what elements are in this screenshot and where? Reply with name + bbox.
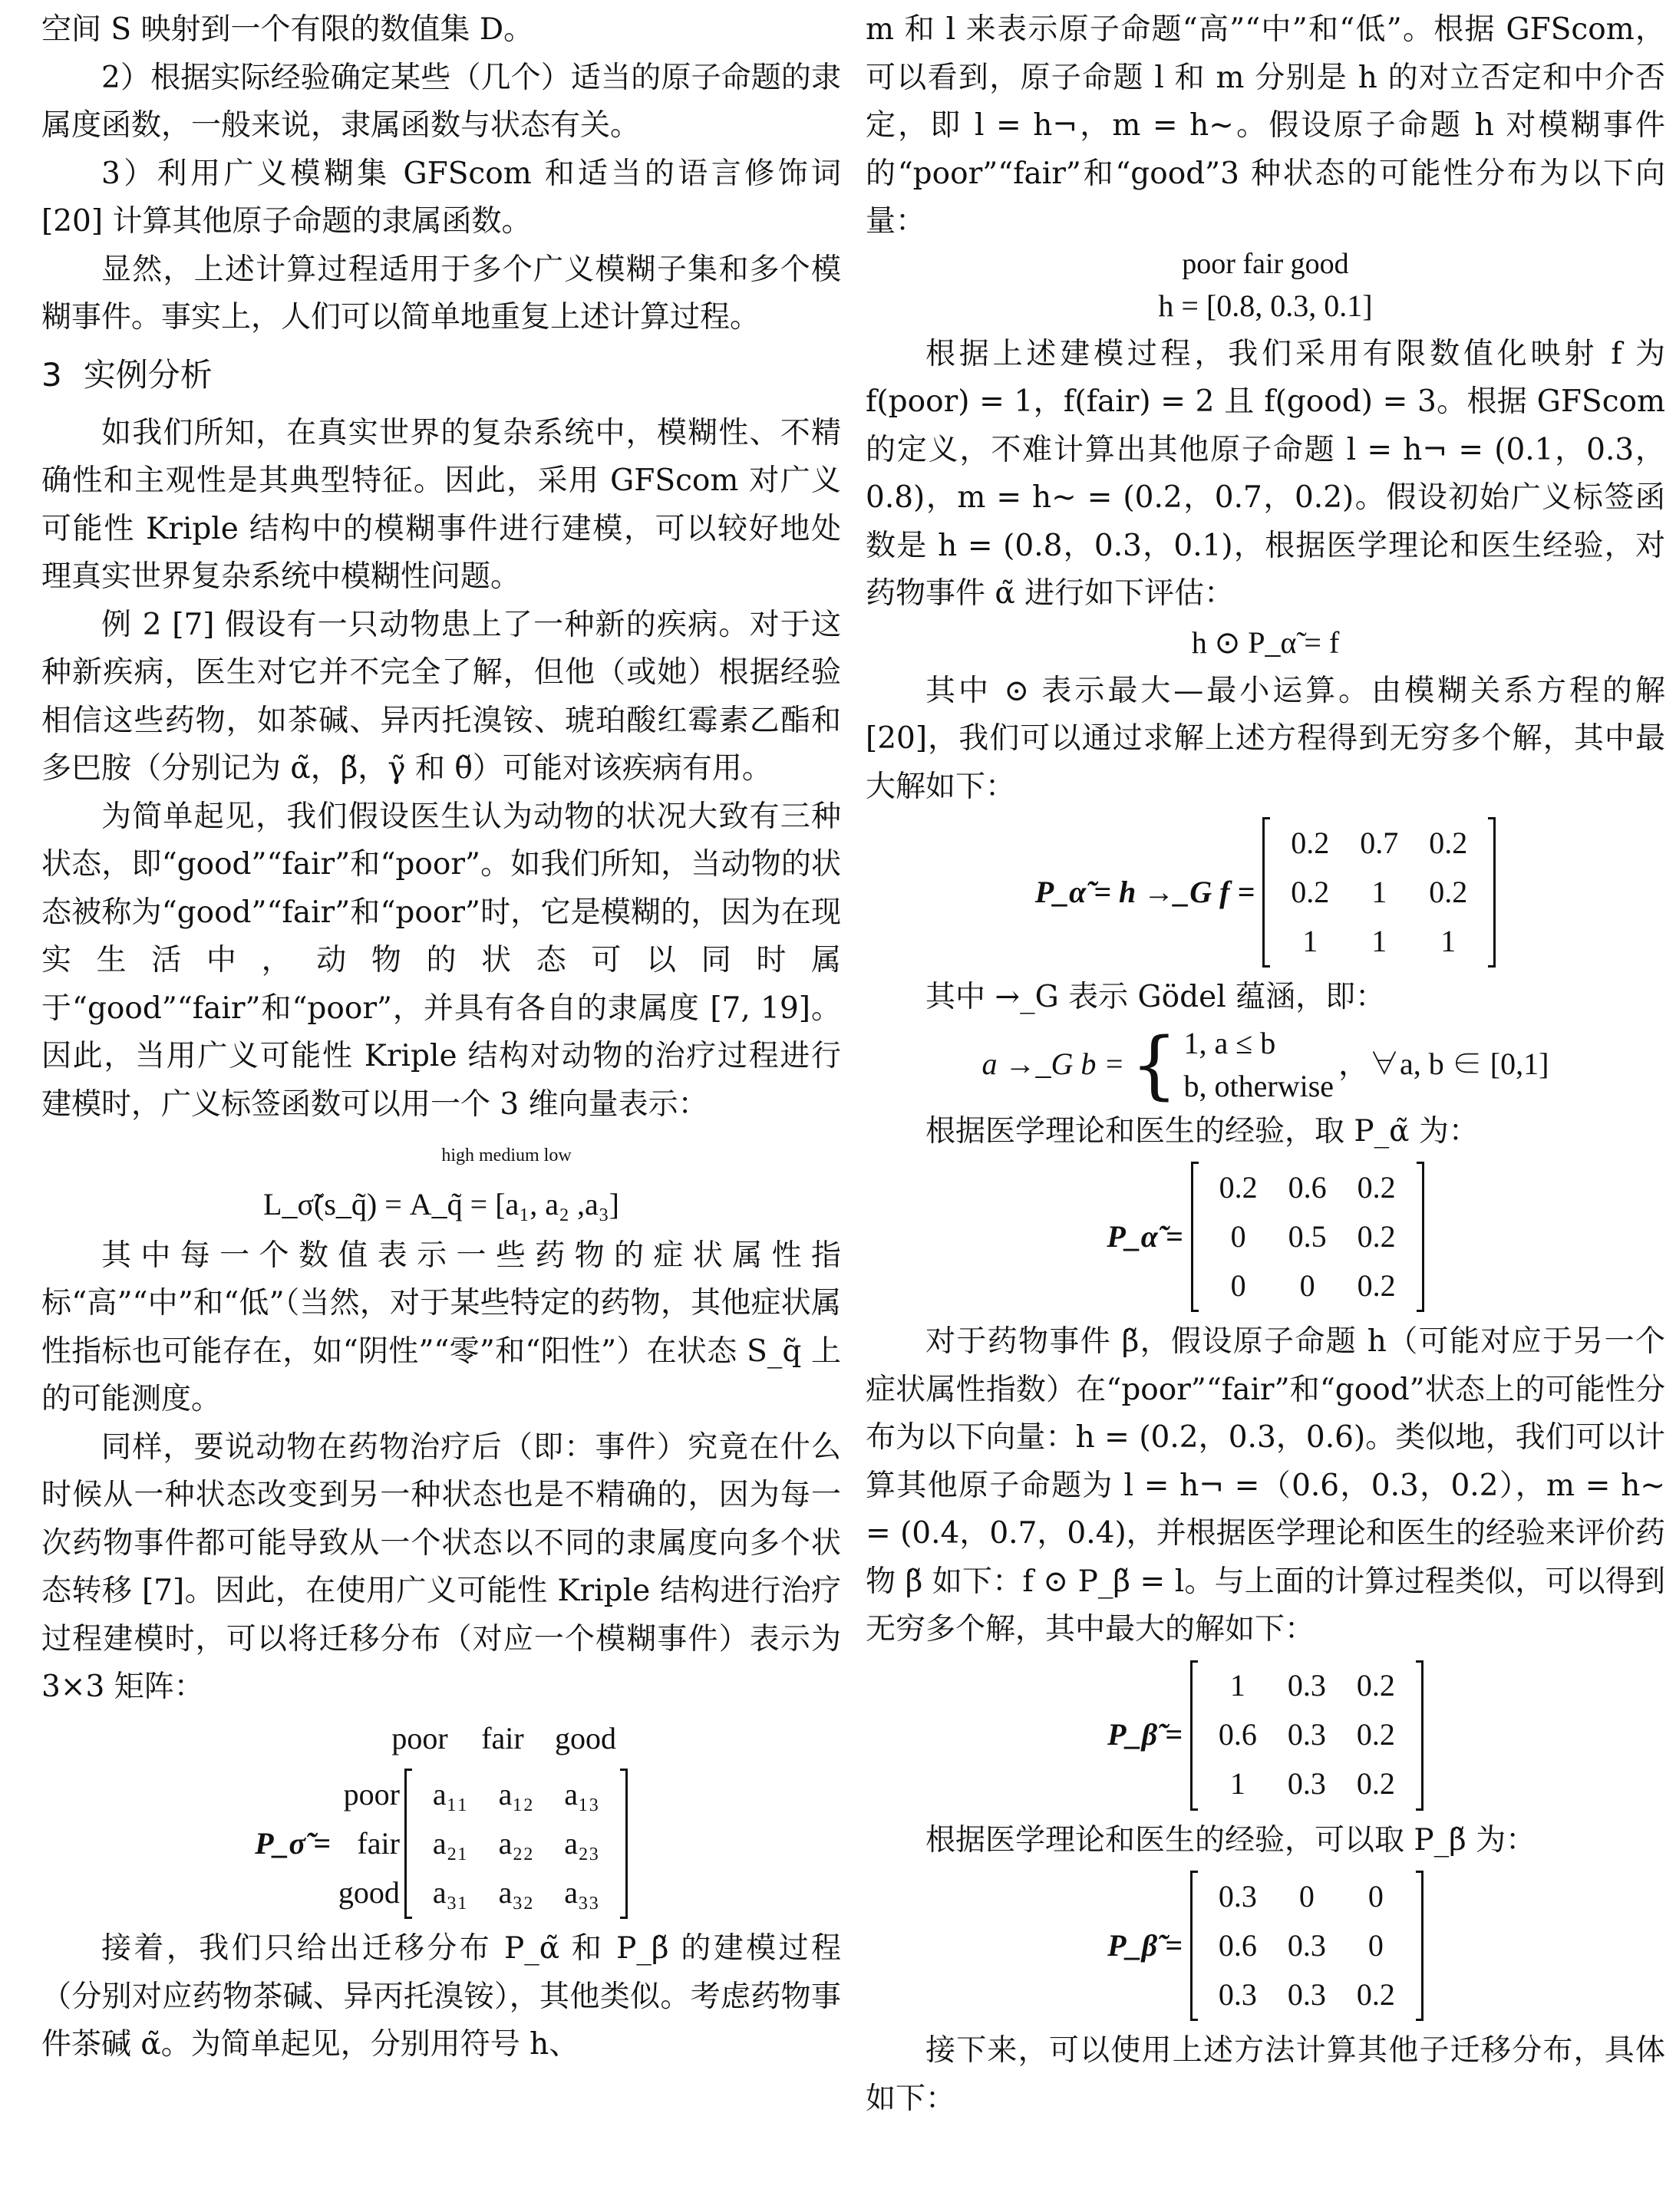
godel-cases (1184, 1022, 1334, 1108)
matrix-cell: 0 (1299, 1268, 1315, 1303)
matrix-cell: 0 (1230, 1218, 1246, 1254)
matrix-label: P_α̃ = h →_G f = (1034, 874, 1255, 909)
paragraph: 接着，我们只给出迁移分布 P_α̃ 和 P_β̃ 的建模过程（分别对应药物茶碱、异丙托溴铵），其他类似。考虑药物事件茶碱 α̃。为简单起见，分别用符号 h、 (41, 1931, 841, 2062)
equation: L_σ̃(s_q̃) = A_q̃ = [a₁, a₂ ,a₃] (263, 1186, 619, 1221)
matrix-table (1203, 1662, 1410, 1809)
matrix-cell: 0 (1367, 1878, 1384, 1914)
matrix-cell: 0.3 (1287, 1766, 1326, 1802)
matrix-cell: 0.3 (1287, 1927, 1326, 1963)
matrix-table (1203, 1872, 1410, 2019)
right-column (866, 6, 1665, 2123)
matrix-cell: a₃₂ (498, 1874, 534, 1910)
matrix-p-beta-max (866, 1660, 1665, 1811)
paragraph: 空间 S 映射到一个有限的数值集 D。 (41, 12, 534, 47)
godel-lhs: a →_G b = (981, 1047, 1125, 1082)
matrix-table (417, 1770, 615, 1917)
matrix-cell: a₂₂ (498, 1825, 534, 1861)
matrix-cell: 0.2 (1356, 1976, 1395, 2012)
matrix-row-header: good (338, 1875, 400, 1910)
matrix-cell: 1 (1371, 923, 1387, 958)
matrix-cell: 1 (1229, 1766, 1245, 1802)
equation: h = [0.8, 0.3, 0.1] (1158, 288, 1373, 323)
matrix-cell: 1 (1302, 923, 1318, 958)
matrix-cell: 0.5 (1288, 1218, 1327, 1254)
matrix-cell: 0 (1230, 1268, 1246, 1303)
paragraph: 其中每一个数值表示一些药物的症状属性指标“高”“中”和“低”（当然，对于某些特定的药物，其他症状属性指标也可能存在，如“阴性”“零”和“阳性”）在状态 S_q̃ 上的可能测度。 (41, 1238, 841, 1416)
matrix-p-alpha (866, 1162, 1665, 1312)
matrix-row-headers (338, 1770, 400, 1917)
matrix-row-header: fair (357, 1826, 400, 1861)
matrix-cell: 0 (1298, 1878, 1315, 1914)
matrix (1190, 1871, 1424, 2021)
matrix-cell: 0.3 (1218, 1976, 1257, 2012)
matrix-label: P_β̃ = (1107, 1717, 1183, 1752)
paragraph: 同样，要说动物在药物治疗后（即：事件）究竟在什么时候从一种状态改变到另一种状态也是不精确的，因为每一次药物事件都可能导致从一个状态以不同的隶属度向多个状态转移 [7]。因此，在使用广义可能性 Kriple 结构进行治疗过程建模时，可以将迁移分布（对应一个模糊事件）表示为 3×3 矩阵： (41, 1429, 841, 1704)
left-brace: { (1130, 1021, 1178, 1108)
matrix-cell: 0.2 (1357, 1169, 1396, 1205)
paragraph: m 和 l 来表示原子命题“高”“中”和“低”。根据 GFScom，可以看到，原子命题 l 和 m 分别是 h 的对立否定和中介否定，即 l = h¬，m = h~。假设原子命题 h 对模糊事件 的“poor”“fair”和“good”3 种状态的可能性分布为以下向量： (866, 12, 1665, 239)
transition-matrix-general (41, 1715, 841, 1920)
matrix-cell: 0.7 (1360, 825, 1399, 860)
matrix (1190, 1660, 1424, 1811)
matrix-cell: 0.2 (1357, 1268, 1396, 1303)
matrix-col-header: fair (481, 1720, 524, 1755)
matrix-cell: 0.2 (1356, 1766, 1395, 1802)
matrix-table (1275, 819, 1483, 966)
paragraph: 对于药物事件 β̃，假设原子命题 h（可能对应于另一个症状属性指数）在“poor”“fair”和“good”状态上的可能性分布为以下向量：h = (0.2，0.3，0.6)。类似地，我们可以计算其他原子命题为 l = h¬ =（0.6，0.3，0.2），m = h~ = (0.4，0.7，0.4)，并根据医学理论和医生的经验来评价药物 β̃ 如下：f ⊙ P_β̃ = l。与上面的计算过程类似，可以得到无穷多个解，其中最大的解如下： (866, 1324, 1665, 1647)
matrix-cell: 0.2 (1356, 1717, 1395, 1752)
matrix-cell: 0.3 (1287, 1717, 1326, 1752)
paragraph: 3）利用广义模糊集 GFScom 和适当的语言修饰词 [20] 计算其他原子命题的隶属函数。 (41, 156, 841, 239)
matrix-p-alpha-max (866, 817, 1665, 968)
matrix-cell: 0.6 (1218, 1717, 1257, 1752)
paragraph: 为简单起见，我们假设医生认为动物的状况大致有三种状态，即“good”“fair”和“poor”。如我们所知，当动物的状态被称为“good”“fair”和“poor”时，它是模糊的，因为在现实生活中，动物的状态可以同时属于“good”“fair”和“poor”，并具有各自的隶属度 [7, 19]。因此，当用广义可能性 Kriple 结构对动物的治疗过程进行建模时，广义标签函数可以用一个 3 维向量表示： (41, 799, 841, 1122)
matrix-cell: 0.2 (1429, 874, 1468, 909)
matrix-table (1204, 1163, 1411, 1310)
matrix-cell: 1 (1440, 923, 1457, 958)
godel-case: 1, a ≤ b (1183, 1025, 1276, 1060)
matrix-row-header: poor (343, 1777, 400, 1811)
paragraph: 2）根据实际经验确定某些（几个）适当的原子命题的隶属度函数，一般来说，隶属函数与状态有关。 (41, 60, 841, 143)
section-heading (41, 350, 841, 401)
paragraph: 显然，上述计算过程适用于多个广义模糊子集和多个模糊事件。事实上，人们可以简单地重复上述计算过程。 (41, 252, 841, 335)
matrix-cell: 1 (1371, 874, 1387, 909)
matrix-label: P_α̃ = (1107, 1218, 1183, 1254)
matrix-cell: 0.3 (1218, 1878, 1257, 1914)
paragraph: 根据上述建模过程，我们采用有限数值化映射 f 为 f(poor) = 1，f(fair) = 2 且 f(good) = 3。根据 GFScom 的定义，不难计算出其他原子命题 l = h¬ = (0.1，0.3，0.8)，m = h~ = (0.2，0.7，0.2)。假设初始广义标签函数是 h = (0.8，0.3，0.1)，根据医学理论和医生经验，对药物事件 α̃ 进行如下评估： (866, 336, 1665, 611)
godel-rhs: ，∀a, b ∈ [0,1] (1338, 1047, 1549, 1082)
equation: h ⊙ P_α̃ = f (1191, 625, 1340, 660)
matrix-cell: 0.2 (1291, 825, 1330, 860)
matrix-cell: 0.3 (1287, 1976, 1326, 2012)
matrix-cell: 0.3 (1287, 1668, 1326, 1703)
matrix-cell: a₃₁ (432, 1874, 468, 1910)
godel-implication (866, 1022, 1665, 1108)
equation-column-labels: high medium low (441, 1146, 572, 1165)
matrix-cell: 0.6 (1218, 1927, 1257, 1963)
matrix-cell: a₃₃ (564, 1874, 599, 1910)
matrix-col-header: good (555, 1720, 616, 1755)
matrix-column-headers (41, 1715, 841, 1763)
matrix-cell: 1 (1229, 1668, 1245, 1703)
paragraph: 例 2 [7] 假设有一只动物患上了一种新的疾病。对于这种新疾病，医生对它并不完全了解，但他（或她）根据经验相信这些药物，如茶碱、异丙托溴铵、琥珀酸红霉素乙酯和多巴胺（分别记为 α̃，β̃，γ̃ 和 θ̃）可能对该疾病有用。 (41, 607, 841, 786)
paragraph: 接下来，可以使用上述方法计算其他子迁移分布，具体如下： (866, 2033, 1665, 2116)
matrix-col-header: poor (391, 1720, 448, 1755)
matrix-cell: a₂₁ (432, 1825, 468, 1861)
matrix-row-wrap (41, 1769, 841, 1919)
matrix-cell: 0.2 (1219, 1169, 1258, 1205)
matrix-cell: a₁₂ (498, 1776, 534, 1811)
matrix-cell: 0.6 (1288, 1169, 1327, 1205)
matrix-cell: 0 (1367, 1927, 1384, 1963)
paragraph: 其中 ⊙ 表示最大—最小运算。由模糊关系方程的解 [20]，我们可以通过求解上述方程得到无穷多个解，其中最大解如下： (866, 673, 1665, 804)
matrix-cell: 0.2 (1357, 1218, 1396, 1254)
matrix (1191, 1162, 1424, 1312)
matrix-cell: 0.2 (1291, 874, 1330, 909)
paragraph: 根据医学理论和医生的经验，可以取 P_β̃ 为： (925, 1822, 1536, 1858)
vector-equation (866, 246, 1665, 331)
matrix-label: P_σ̃ = (255, 1825, 331, 1861)
section-number: 3 (41, 355, 62, 394)
matrix (1262, 817, 1496, 968)
equation-label-function (41, 1132, 841, 1229)
paragraph: 根据医学理论和医生的经验，取 P_α̃ 为： (925, 1113, 1479, 1149)
paragraph: 如我们所知，在真实世界的复杂系统中，模糊性、不精确性和主观性是其典型特征。因此，采用 GFScom 对广义可能性 Kriple 结构中的模糊事件进行建模，可以较好地处理真实世界复杂系统中模糊性问题。 (41, 415, 841, 594)
paragraph: 其中 →_G 表示 Gödel 蕴涵，即： (925, 980, 1386, 1014)
matrix-cell: a₁₁ (432, 1776, 468, 1811)
matrix-p-beta (866, 1871, 1665, 2021)
matrix-cell: a₁₃ (564, 1776, 599, 1811)
matrix (404, 1769, 628, 1919)
left-column (41, 6, 841, 2069)
godel-case: b, otherwise (1183, 1068, 1334, 1103)
matrix-label: P_β̃ = (1107, 1927, 1183, 1963)
matrix-cell: a₂₃ (564, 1825, 599, 1861)
vector-labels: poor fair good (1182, 247, 1349, 280)
matrix-cell: 0.2 (1356, 1668, 1395, 1703)
section-title: 实例分析 (83, 355, 213, 394)
matrix-cell: 0.2 (1429, 825, 1468, 860)
